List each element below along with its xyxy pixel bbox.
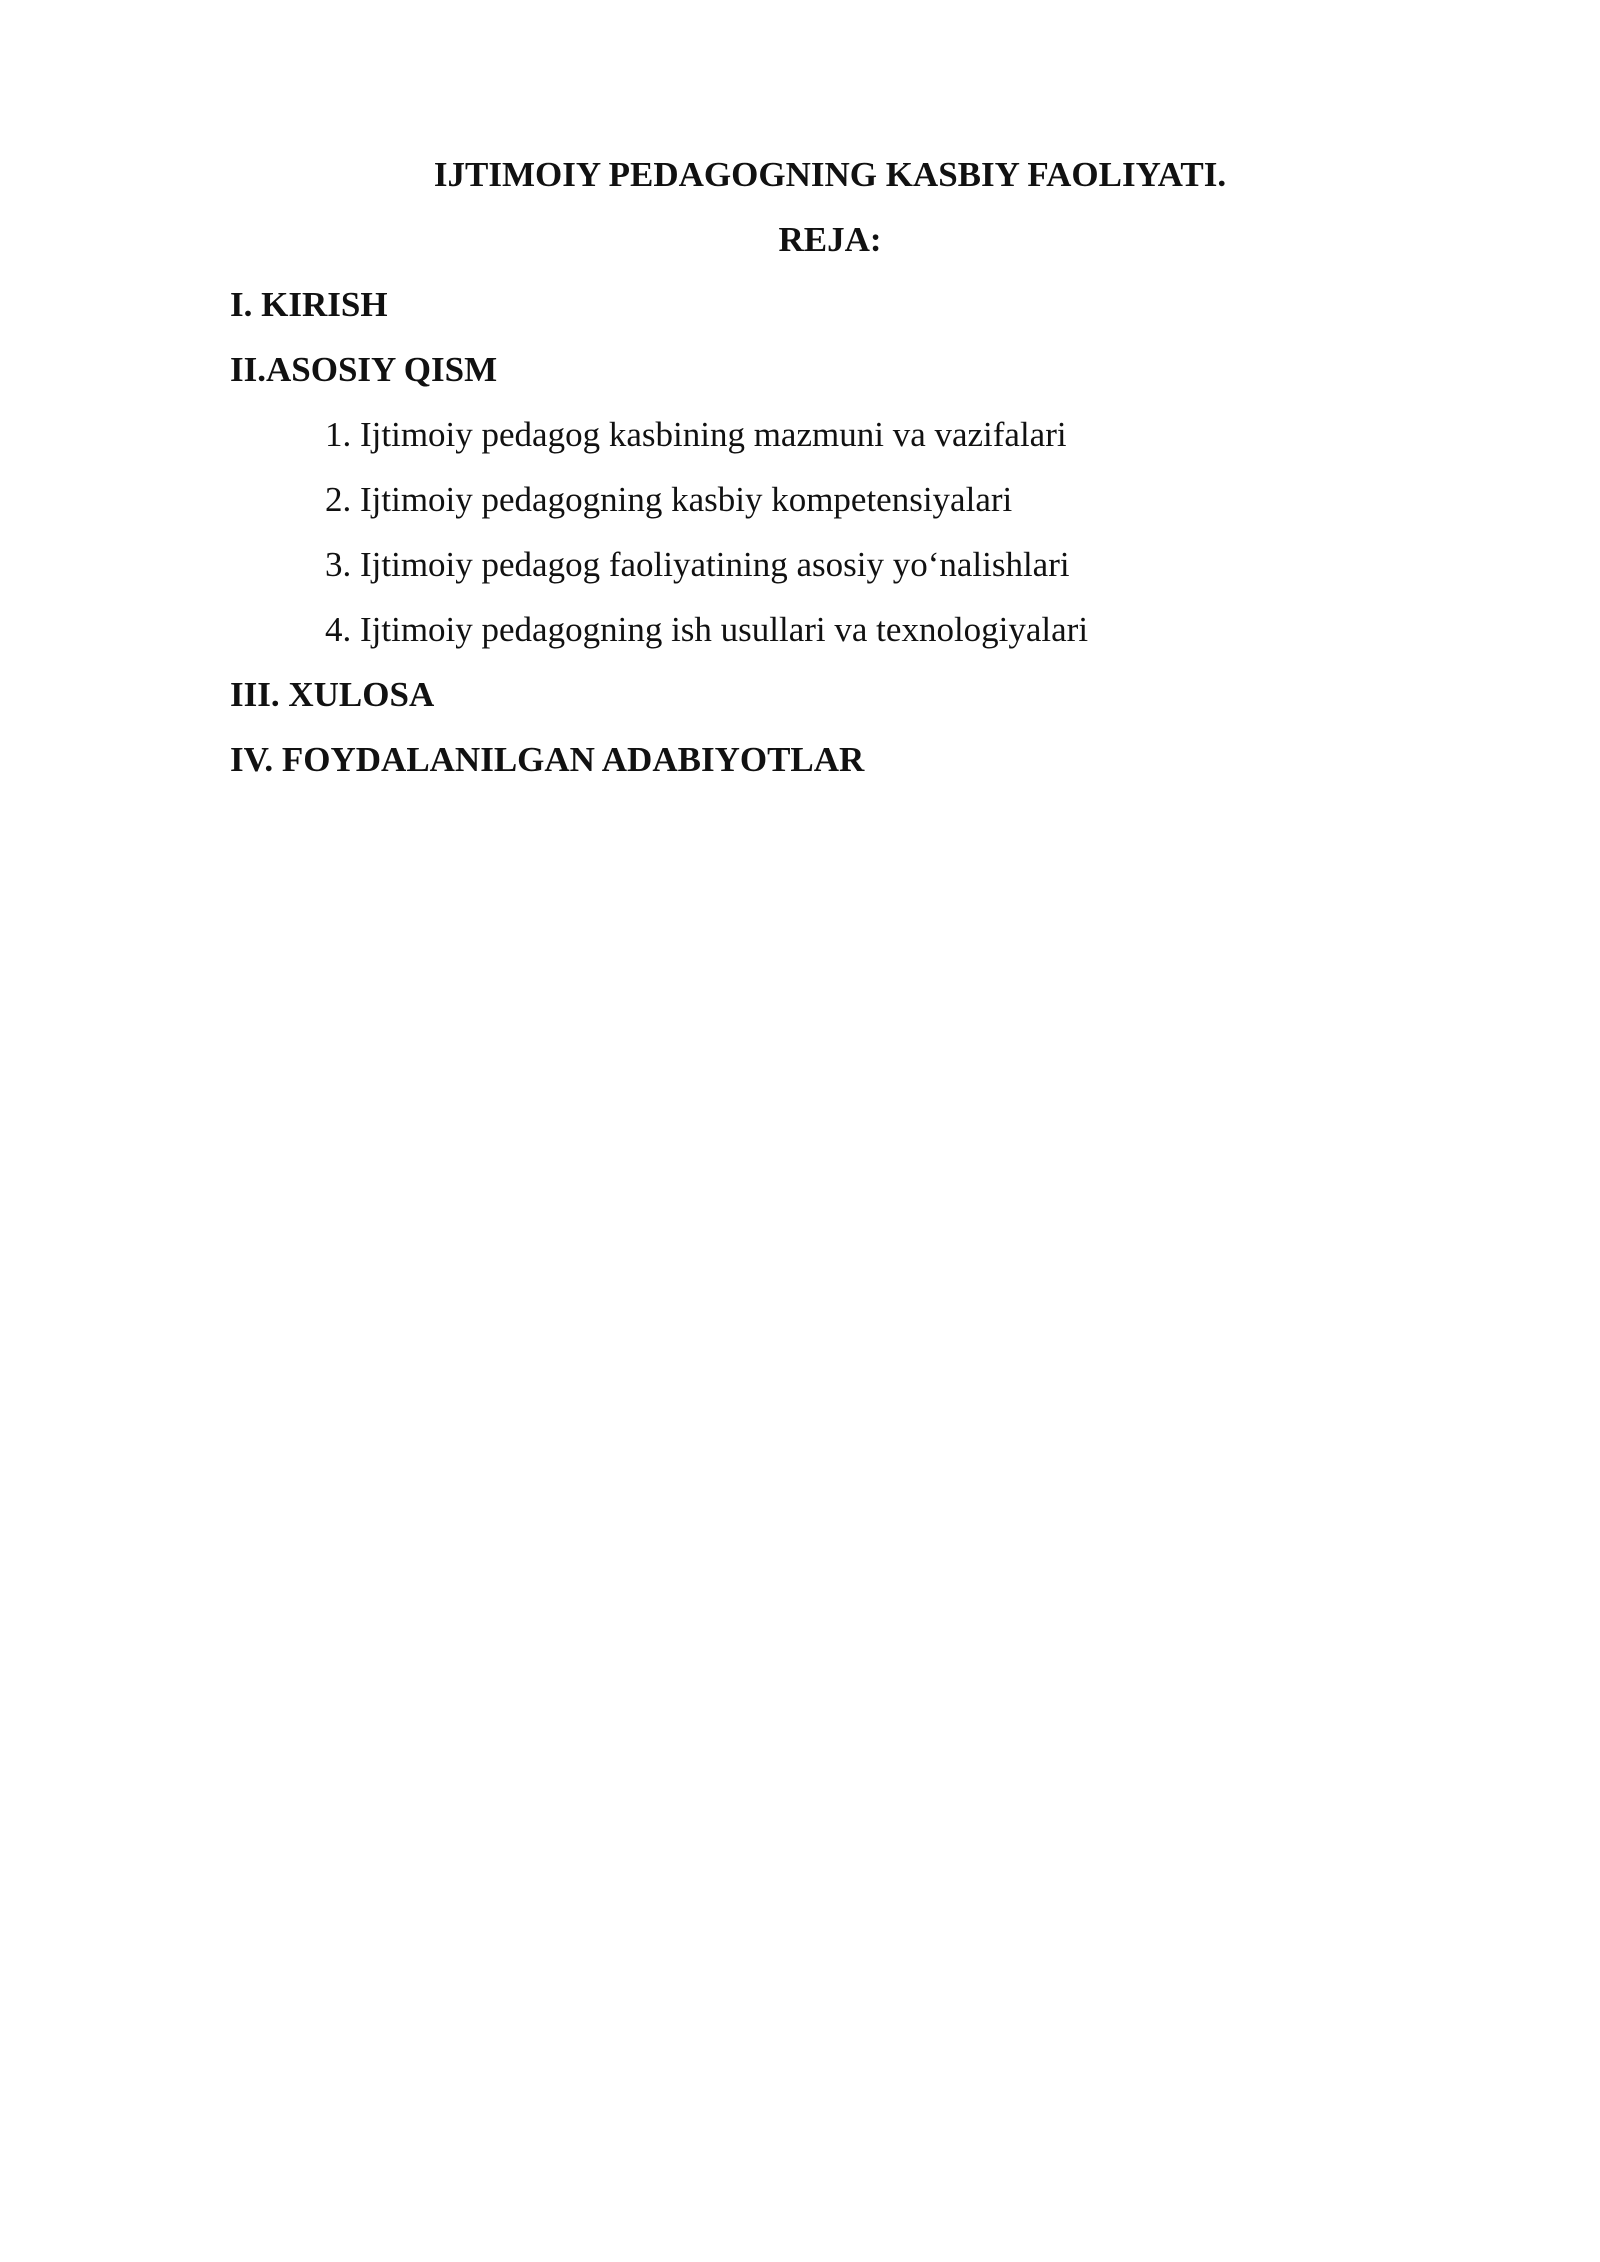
section-introduction: I. KIRISH: [230, 285, 388, 324]
section-main-part: II.ASOSIY QISM: [230, 350, 498, 389]
document-title: IJTIMOIY PEDAGOGNING KASBIY FAOLIYATI.: [433, 155, 1227, 194]
plan-item: 1. Ijtimoiy pedagog kasbining mazmuni va vazifalari: [325, 415, 1067, 454]
section-conclusion: III. XULOSA: [230, 675, 435, 714]
plan-heading: REJA:: [778, 220, 882, 259]
plan-item: 4. Ijtimoiy pedagogning ish usullari va texnologiyalari: [325, 610, 1089, 649]
plan-item: 3. Ijtimoiy pedagog faoliyatining asosiy yo‘nalishlari: [325, 545, 1070, 584]
section-references: IV. FOYDALANILGAN ADABIYOTLAR: [230, 740, 865, 779]
plan-item: 2. Ijtimoiy pedagogning kasbiy kompetensiyalari: [325, 480, 1013, 519]
